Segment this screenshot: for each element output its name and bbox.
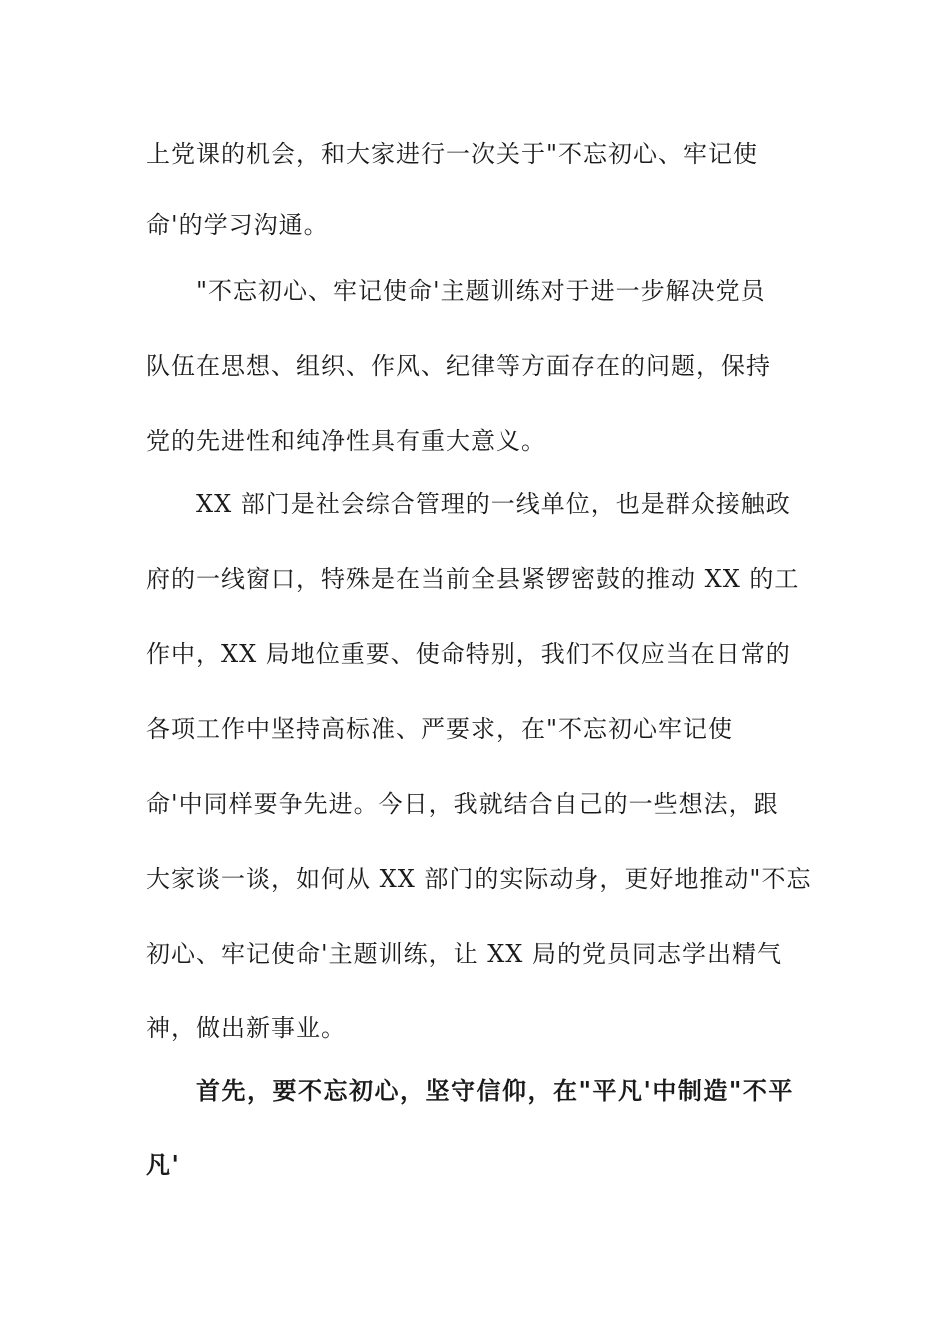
text-line: 初心、牢记使命'主题训练，让 XX 局的党员同志学出精气 — [146, 940, 783, 968]
text-line: 神，做出新事业。 — [146, 1014, 346, 1042]
paragraph-start-line: XX 部门是社会综合管理的一线单位，也是群众接触政 — [196, 490, 791, 518]
text-line: 上党课的机会，和大家进行一次关于"不忘初心、牢记使 — [146, 140, 759, 168]
text-line: 府的一线窗口，特殊是在当前全县紧锣密鼓的推动 XX 的工 — [146, 565, 800, 593]
text-line: 队伍在思想、组织、作风、纪律等方面存在的问题，保持 — [146, 352, 771, 380]
text-line: 各项工作中坚持高标准、严要求，在"不忘初心牢记使 — [146, 715, 734, 743]
section-heading-line: 首先，要不忘初心，坚守信仰，在"平凡'中制造"不平 — [196, 1076, 794, 1105]
text-line: 命'中同样要争先进。今日，我就结合自己的一些想法，跟 — [146, 790, 779, 818]
text-line: 作中，XX 局地位重要、使命特别，我们不仅应当在日常的 — [146, 640, 791, 668]
text-line: 命'的学习沟通。 — [146, 211, 329, 239]
section-heading-line: 凡' — [146, 1150, 181, 1179]
paragraph-start-line: "不忘初心、牢记使命'主题训练对于进一步解决党员 — [196, 277, 766, 305]
text-line: 大家谈一谈，如何从 XX 部门的实际动身，更好地推动"不忘 — [146, 865, 812, 893]
text-line: 党的先进性和纯净性具有重大意义。 — [146, 427, 546, 455]
